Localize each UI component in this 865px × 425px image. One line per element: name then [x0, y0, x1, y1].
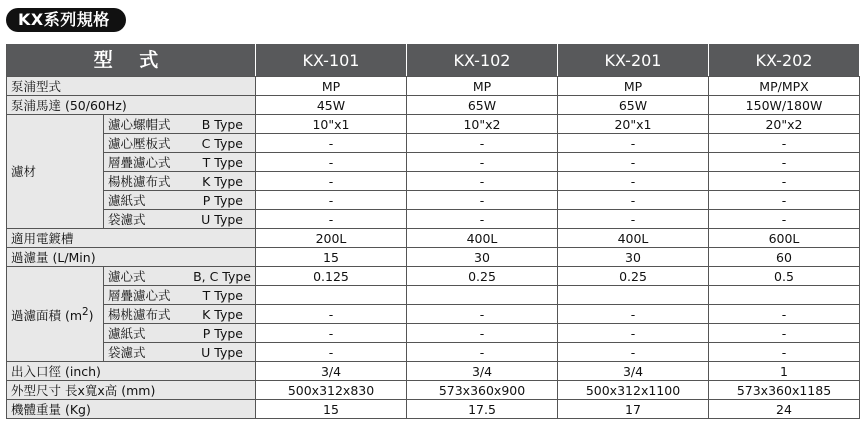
- table-cell: -: [256, 343, 407, 362]
- table-cell: -: [407, 191, 558, 210]
- table-cell: -: [256, 324, 407, 343]
- sub-code: C Type: [201, 135, 243, 151]
- table-cell: MP: [558, 77, 709, 96]
- table-cell: 0.125: [256, 267, 407, 286]
- table-cell: 0.5: [709, 267, 860, 286]
- table-cell: -: [407, 343, 558, 362]
- table-cell: -: [407, 172, 558, 191]
- model-header: KX-101: [256, 44, 407, 77]
- sub-label: [104, 305, 256, 324]
- sub-label: [104, 191, 256, 210]
- table-cell: [256, 286, 407, 305]
- table-row: [7, 210, 860, 229]
- sub-label: [104, 267, 256, 286]
- sub-code: U Type: [201, 344, 243, 360]
- table-cell: -: [407, 210, 558, 229]
- sub-name: 濾心式: [108, 268, 146, 284]
- table-cell: -: [558, 210, 709, 229]
- sub-code: K Type: [202, 306, 243, 322]
- table-cell: -: [256, 191, 407, 210]
- row-label: 外型尺寸 長x寬x高 (mm): [7, 381, 256, 400]
- sub-name: 濾心壓板式: [108, 135, 171, 151]
- table-row: [7, 77, 860, 96]
- table-cell: 400L: [407, 229, 558, 248]
- table-cell: 400L: [558, 229, 709, 248]
- table-cell: 500x312x1100: [558, 381, 709, 400]
- table-row: [7, 362, 860, 381]
- table-cell: -: [709, 191, 860, 210]
- table-cell: -: [256, 172, 407, 191]
- table-cell: MP: [256, 77, 407, 96]
- table-cell: 573x360x900: [407, 381, 558, 400]
- table-cell: 65W: [407, 96, 558, 115]
- table-cell: 600L: [709, 229, 860, 248]
- table-cell: -: [558, 324, 709, 343]
- table-cell: 20"x2: [709, 115, 860, 134]
- group-label: 濾材: [7, 115, 104, 229]
- table-cell: 24: [709, 400, 860, 419]
- table-row: [7, 400, 860, 419]
- table-cell: 150W/180W: [709, 96, 860, 115]
- row-label: 適用電鍍槽: [7, 229, 256, 248]
- sub-label: [104, 153, 256, 172]
- sub-name: 濾紙式: [108, 325, 146, 341]
- sub-name: 層疊濾心式: [108, 287, 171, 303]
- table-cell: -: [709, 210, 860, 229]
- sub-name: 袋濾式: [108, 211, 146, 227]
- table-cell: 573x360x1185: [709, 381, 860, 400]
- table-cell: 0.25: [558, 267, 709, 286]
- table-cell: 1: [709, 362, 860, 381]
- sub-code: P Type: [202, 325, 243, 341]
- table-cell: [709, 286, 860, 305]
- sub-code: U Type: [201, 211, 243, 227]
- table-cell: -: [407, 324, 558, 343]
- table-row: [7, 134, 860, 153]
- table-cell: MP/MPX: [709, 77, 860, 96]
- table-row: [7, 229, 860, 248]
- table-cell: -: [558, 134, 709, 153]
- sub-label: [104, 286, 256, 305]
- sub-label: [104, 343, 256, 362]
- sub-code: P Type: [202, 192, 243, 208]
- sub-code: T Type: [202, 287, 243, 303]
- table-cell: -: [709, 324, 860, 343]
- table-cell: -: [256, 305, 407, 324]
- table-cell: 10"x2: [407, 115, 558, 134]
- table-cell: -: [709, 305, 860, 324]
- table-cell: -: [407, 134, 558, 153]
- sub-label: [104, 324, 256, 343]
- model-header: KX-201: [558, 44, 709, 77]
- sub-code: B Type: [201, 116, 243, 132]
- sub-label: [104, 115, 256, 134]
- table-cell: 30: [407, 248, 558, 267]
- table-row: [7, 381, 860, 400]
- table-row: [7, 191, 860, 210]
- row-label: 泵浦型式: [7, 77, 256, 96]
- table-row: [7, 96, 860, 115]
- table-row: [7, 115, 860, 134]
- sub-code: B, C Type: [193, 268, 251, 284]
- table-cell: 3/4: [407, 362, 558, 381]
- table-cell: 30: [558, 248, 709, 267]
- table-row: [7, 153, 860, 172]
- table-row: [7, 248, 860, 267]
- table-cell: 17.5: [407, 400, 558, 419]
- table-cell: -: [256, 153, 407, 172]
- table-row: [7, 172, 860, 191]
- table-cell: 3/4: [558, 362, 709, 381]
- spec-table: [6, 43, 860, 419]
- table-cell: -: [558, 305, 709, 324]
- table-cell: -: [709, 134, 860, 153]
- table-cell: -: [407, 305, 558, 324]
- sub-code: K Type: [202, 173, 243, 189]
- table-cell: -: [407, 153, 558, 172]
- table-cell: 20"x1: [558, 115, 709, 134]
- table-cell: -: [709, 172, 860, 191]
- header-row: [7, 44, 860, 77]
- table-cell: MP: [407, 77, 558, 96]
- sub-code: T Type: [202, 154, 243, 170]
- row-label: 機體重量 (Kg): [7, 400, 256, 419]
- table-cell: 45W: [256, 96, 407, 115]
- table-cell: -: [558, 343, 709, 362]
- table-cell: 3/4: [256, 362, 407, 381]
- table-cell: -: [558, 172, 709, 191]
- row-label: 過濾量 (L/Min): [7, 248, 256, 267]
- table-cell: 17: [558, 400, 709, 419]
- sub-name: 濾紙式: [108, 192, 146, 208]
- table-cell: -: [709, 153, 860, 172]
- row-label: 泵浦馬達 (50/60Hz): [7, 96, 256, 115]
- table-cell: 200L: [256, 229, 407, 248]
- table-cell: -: [256, 210, 407, 229]
- table-row: [7, 324, 860, 343]
- table-cell: [407, 286, 558, 305]
- table-cell: -: [709, 343, 860, 362]
- group-label: [7, 267, 104, 362]
- type-header: 型 式: [7, 44, 256, 77]
- table-cell: 500x312x830: [256, 381, 407, 400]
- page-title: KX系列規格: [6, 8, 126, 32]
- sub-name: 袋濾式: [108, 344, 146, 360]
- group-label-superscript: 2: [82, 305, 89, 318]
- table-cell: 0.25: [407, 267, 558, 286]
- sub-name: 楊桃濾布式: [108, 306, 171, 322]
- table-cell: 65W: [558, 96, 709, 115]
- group-label-text: 過濾面積 (m: [11, 308, 83, 324]
- table-row: [7, 286, 860, 305]
- sub-label: [104, 172, 256, 191]
- table-row: [7, 267, 860, 286]
- table-cell: -: [558, 191, 709, 210]
- row-label: 出入口徑 (inch): [7, 362, 256, 381]
- sub-label: [104, 210, 256, 229]
- sub-label: [104, 134, 256, 153]
- sub-name: 濾心螺帽式: [108, 116, 171, 132]
- model-header: KX-102: [407, 44, 558, 77]
- table-row: [7, 305, 860, 324]
- table-cell: 60: [709, 248, 860, 267]
- sub-name: 楊桃濾布式: [108, 173, 171, 189]
- table-cell: 15: [256, 248, 407, 267]
- table-cell: -: [558, 153, 709, 172]
- table-cell: [558, 286, 709, 305]
- sub-name: 層疊濾心式: [108, 154, 171, 170]
- table-cell: -: [256, 134, 407, 153]
- model-header: KX-202: [709, 44, 860, 77]
- table-cell: 15: [256, 400, 407, 419]
- group-label-end: ): [88, 308, 94, 324]
- table-row: [7, 343, 860, 362]
- table-cell: 10"x1: [256, 115, 407, 134]
